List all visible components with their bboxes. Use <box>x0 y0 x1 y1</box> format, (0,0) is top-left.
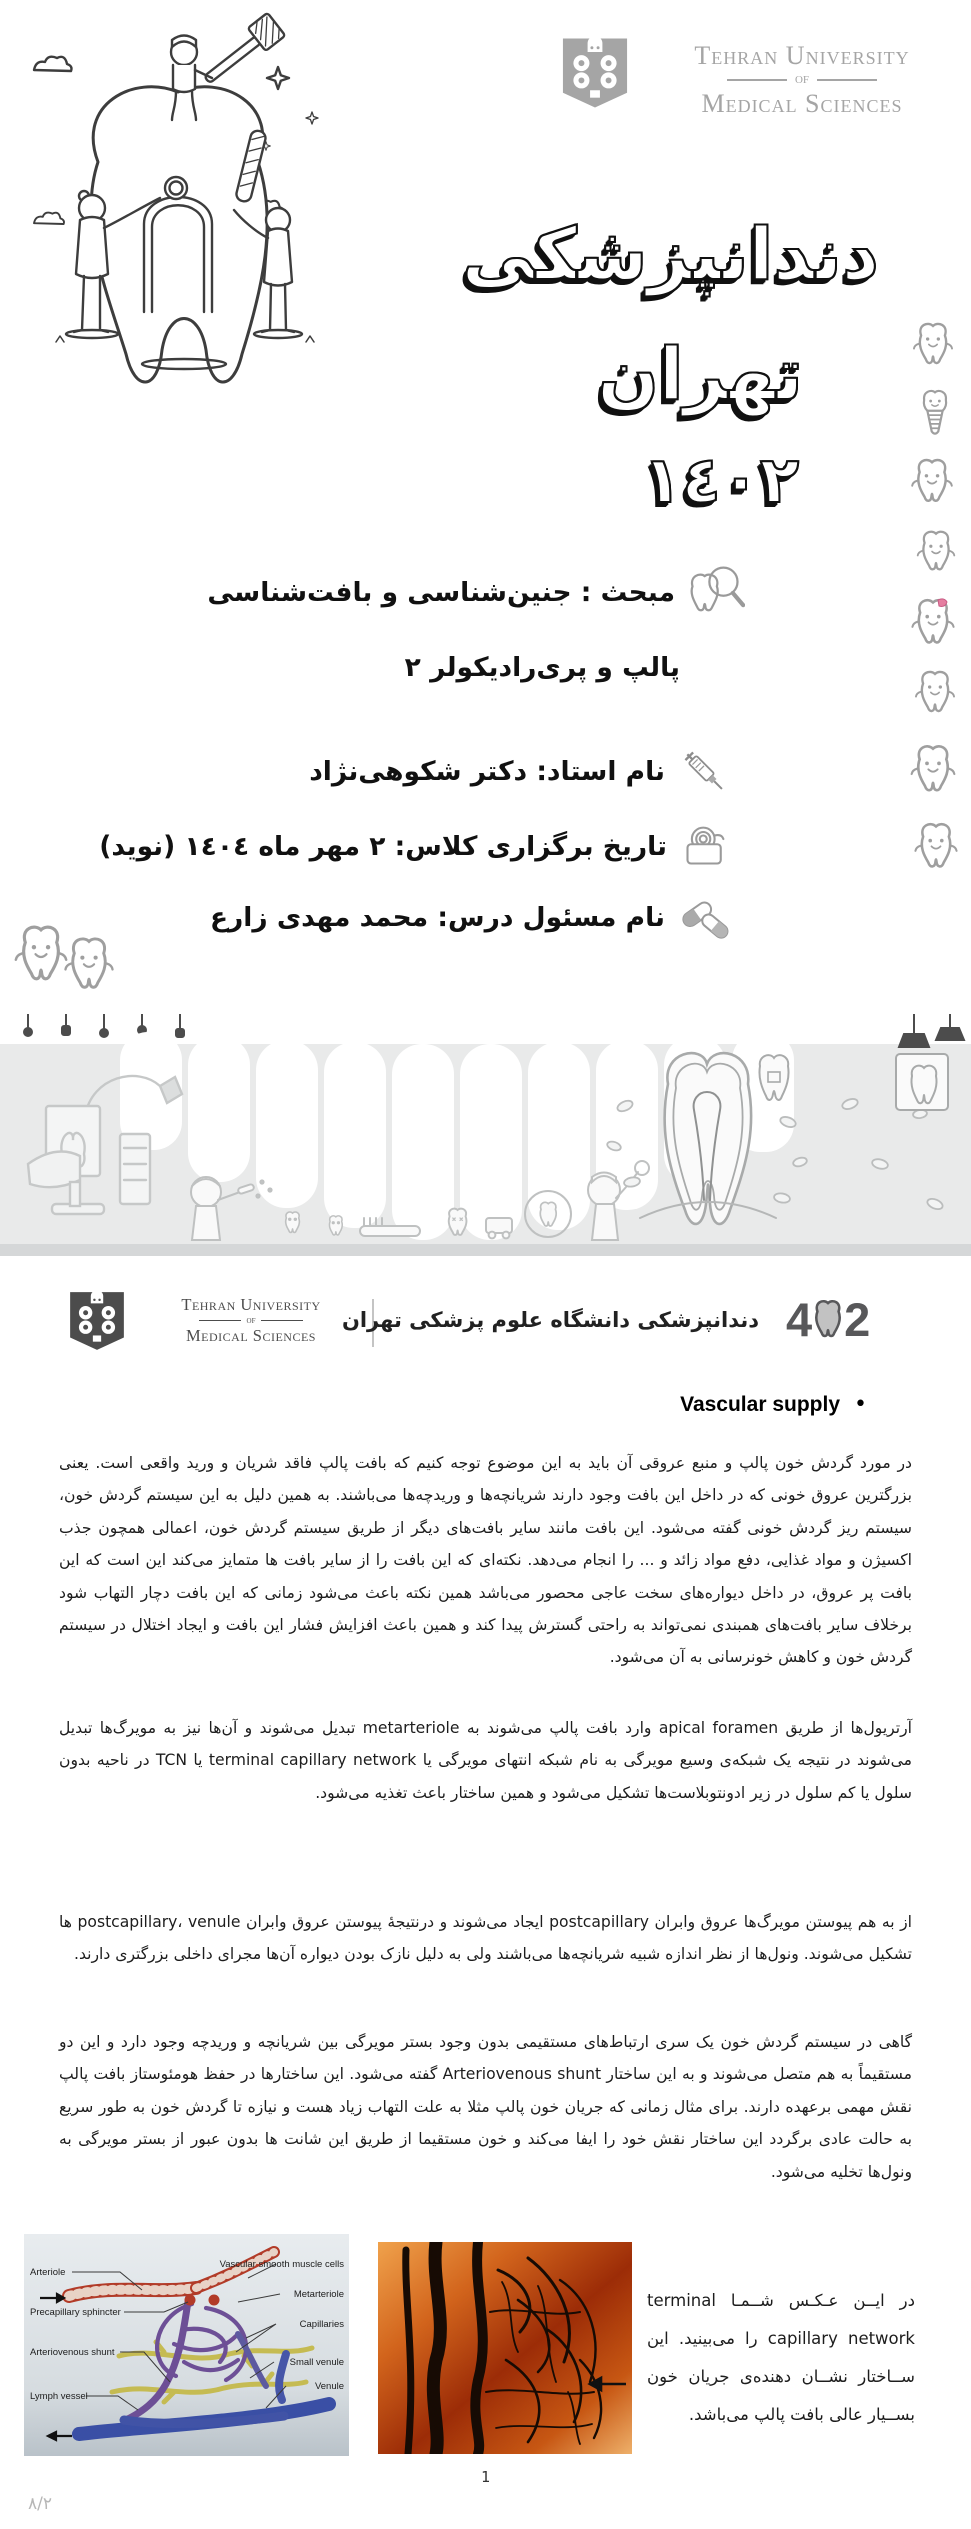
tums-logo-icon <box>558 36 632 110</box>
coordinator-row <box>210 888 733 946</box>
rule-left <box>199 1320 241 1322</box>
paragraph: از به هم پیوستن مویرگ‌ها عروق وابران postcapillary ایجاد می‌شوند و درنتیجهٔ پیوستن عروق وابران postcapillary، venule ها تشکیل می‌شوند. ونول‌ها از نظر اندازه شبیه شریانچه‌ها می‌باشند ولی به دلیل نازک بودن دیواره آن‌ها مجرای داخلی بزرگتری دارند. <box>59 1913 912 1964</box>
paragraph: آرتریول‌ها از طریق apical foramen وارد بافت پالپ می‌شوند به metarteriole تبدیل می‌شوند و آن‌ها نیز به مویرگ‌ها تبدیل می‌شوند در نتیجه یک شبکه‌ی وسیع مویرگی به نام شبکه انتهای مویرگی یا terminal capillary network یا TCN در ناحیه بدون سلول یا کم سلول در زیر ادونتوبلاست‌ها تشکیل می‌شود و همین ساختار باعث تغذیه می‌شود. <box>59 1719 912 1802</box>
tooth-mascot-icon <box>914 668 956 718</box>
diagram-label-precapillary-sphincter: Precapillary sphincter <box>30 2307 121 2318</box>
diagram-label-vascular-smooth-muscle: Vascular smooth muscle cells <box>219 2259 344 2270</box>
diagram-label-venule: Venule <box>314 2381 344 2392</box>
university-name <box>642 42 962 118</box>
diagram-label-small-venule: Small venule <box>289 2357 344 2368</box>
header-university-line2: Medical Sciences <box>186 1326 316 1346</box>
diagram-label-arteriole: Arteriole <box>30 2267 66 2278</box>
badge-2: 2 <box>844 1293 871 1346</box>
tooth-cartoon-illustration <box>26 12 336 440</box>
tooth-mascot-strawberry-icon <box>910 596 956 650</box>
tooth-mascot-icon <box>914 820 958 874</box>
hero-title-tehran: تهران <box>597 332 803 416</box>
page-number: 1 <box>480 2468 491 2486</box>
badge-4: 4 <box>786 1293 813 1346</box>
rule-right <box>261 1320 303 1322</box>
header-university-name <box>136 1296 366 1345</box>
tooth-mascot-icon <box>14 922 68 988</box>
professor-row <box>309 742 733 800</box>
hero-title-year: ١٤٠٢ <box>642 444 799 518</box>
tooth-mascot-icon <box>64 934 114 996</box>
subject-line1: مبحث : جنین‌شناسی و بافت‌شناسی <box>207 576 675 608</box>
coordinator-name: نام مسئول درس: محمد مهدی زارع <box>209 901 665 933</box>
department-title: دندانپزشکی دانشگاه علوم پزشکی تهران <box>341 1308 759 1332</box>
rule-left <box>727 79 787 81</box>
dental-floss-icon <box>677 818 733 874</box>
tooth-mascot-icon <box>912 320 954 370</box>
tooth-mascot-icon <box>910 742 956 798</box>
dental-banner-illustration <box>0 1014 971 1260</box>
rule-right <box>817 79 877 81</box>
tooth-mascot-icon <box>916 528 956 576</box>
badge-tooth-icon <box>810 1297 846 1343</box>
tooth-mascot-icon <box>910 456 954 508</box>
university-name-line2: Medical Sciences <box>701 89 903 119</box>
class-date-row <box>99 818 733 874</box>
diagram-label-metarteriole: Metarteriole <box>293 2289 344 2300</box>
subject-row <box>207 562 745 622</box>
header-tums-logo-icon <box>66 1290 128 1352</box>
diagram-label-lymph-vessel: Lymph vessel <box>30 2391 88 2402</box>
paragraph: گاهی در سیستم گردش خون یک سری ارتباط‌های مستقیمی بدون وجود بستر مویرگی بین شریانچه و وریدچه وجود دارد و این دو مستقیماً به هم متصل می‌شوند و به این ساختار Arteriovenous shunt گفته می‌شود. این ساختارها در حفظ هومئوستاز بافت پالپ نقش مهمی برعهده دارند. برای مثال زمانی که جریان خون پالپ مثلا به علت التهاب زیاد هست و نیازه تا گردش خون به طور سریع به حالت عادی برگردد این ساختار نقش خود را ایفا می‌کند و خون مستقیما از طریق این شانت ها بدون عبور از بستر مویرگی به ونول‌ها تخلیه می‌شود. <box>59 2033 912 2181</box>
subject-line2: پالپ و پری‌رادیکولر ٢ <box>404 652 680 683</box>
tooth-magnifier-icon <box>685 562 745 622</box>
diagram-label-arteriovenous-shunt: Arteriovenous shunt <box>30 2347 115 2358</box>
capillary-diagram-figure <box>24 2234 349 2456</box>
heading-bullet: • <box>854 1392 867 1417</box>
header-university-of <box>136 1315 366 1326</box>
section-heading-row <box>680 1392 867 1417</box>
university-name-of <box>642 71 962 88</box>
implant-mascot-icon <box>916 388 954 438</box>
class-date: تاریخ برگزاری کلاس: ٢ مهر ماه ١٤٠٤ (نوید) <box>99 830 667 862</box>
tcn-microscopy-figure <box>378 2242 632 2454</box>
paragraph: در مورد گردش خون پالپ و منبع عروقی آن باید به این موضوع توجه کنیم که بافت پالپ فاقد شریان و ورید واقعی است. یعنی بزرگترین عروق خونی که در داخل این بافت وجود دارند شریانچه‌ها و وریدچه‌ها می‌باشند. به همین دلیل به این سیستم گردش خون، سیستم ریز گردش خونی گفته می‌شود. این بافت مانند سایر بافت‌های دیگر از طریق سیستم گردش خون، اعمالی همچون جذب اکسیژن و مواد غذایی، دفع مواد زائد و ... را انجام می‌دهد. نکته‌ای که این بافت را از سایر بافت ها متمایز می‌کند این است که این بافت پر عروق، در داخل دیواره‌های سخت عاجی محصور می‌باشد همین نکته باعث می‌شود زمانی که این بافت دچار التهاب شود برخلاف سایر بافت‌های همبندی نمی‌تواند به راحتی گسترش پیدا کند و همین باعث افزایش فشار این بافت و ایجاد اختلال در سیستم گردش خون و کاهش خونرسانی به آن می‌شود. <box>59 1454 912 1667</box>
diagram-label-capillaries: Capillaries <box>299 2319 344 2330</box>
syringe-icon <box>675 742 733 800</box>
professor-name: نام استاد: دکتر شکوهی‌نژاد <box>309 755 665 787</box>
of-text: of <box>794 71 810 88</box>
figure-caption: در ایــن عـکـس شــمـا terminal capillary network را می‌بینید. این ســاختار نشــان دهنده‌ی جریان خون بســیار عالی بافت پالپ می‌باشد. <box>647 2291 915 2424</box>
section-heading: Vascular supply <box>680 1392 841 1416</box>
header-university-line1: Tehran University <box>181 1295 321 1314</box>
badge-402 <box>786 1293 871 1346</box>
university-name-line1: Tehran University <box>694 41 910 70</box>
hero-title-dentistry: دندانپزشکی <box>462 212 879 296</box>
pills-icon <box>675 888 733 946</box>
of-text: of <box>246 1315 256 1327</box>
footer-mark: ٨/٢ <box>28 2494 52 2514</box>
